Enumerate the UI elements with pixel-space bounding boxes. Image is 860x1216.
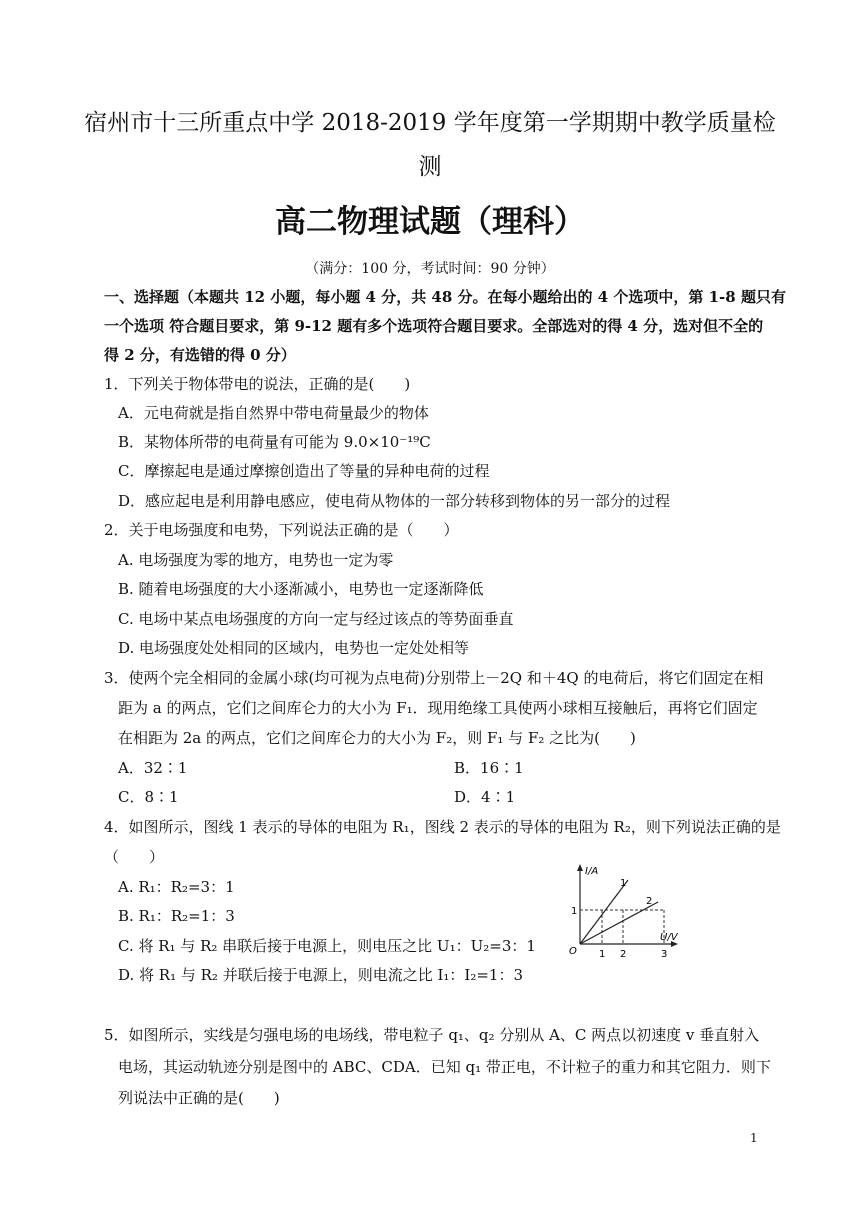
q5-stem-line3: 列说法中正确的是( ) <box>118 1089 280 1107</box>
q2-option-b: B. 随着电场强度的大小逐渐减小，电势也一定逐渐降低 <box>118 580 484 598</box>
q1-option-a: A．元电荷就是指自然界中带电荷量最少的物体 <box>118 404 429 422</box>
q4-stem-line1: 4．如图所示，图线 1 表示的导体的电阻为 R₁，图线 2 表示的导体的电阻为 R₂，则下列说法正确的是 <box>104 818 781 836</box>
q1-option-d: D．感应起电是利用静电感应，使电荷从物体的一部分转移到物体的另一部分的过程 <box>118 492 671 510</box>
q4-option-d: D. 将 R₁ 与 R₂ 并联后接于电源上，则电流之比 I₁：I₂=1：3 <box>118 966 524 984</box>
q5-stem-line2: 电场，其运动轨迹分别是图中的 ABC、CDA．已知 q₁ 带正电，不计粒子的重力和其它阻力．则下 <box>118 1058 771 1076</box>
graph-x-axis-label: U/V <box>660 932 678 943</box>
q5-stem-line1: 5．如图所示，实线是匀强电场的电场线，带电粒子 q₁、q₂ 分别从 A、C 两点以初速度 v 垂直射入 <box>104 1026 760 1044</box>
q3-option-c: C．8∶1 <box>118 788 179 806</box>
q3-option-a: A．32∶1 <box>118 759 188 777</box>
q3-option-d: D．4∶1 <box>454 788 516 806</box>
q1-option-b: B．某物体所带的电荷量有可能为 9.0×10⁻¹⁹C <box>118 433 431 451</box>
exam-subtitle: （满分：100 分，考试时间：90 分钟） <box>305 261 555 277</box>
q2-option-a: A. 电场强度为零的地方，电势也一定为零 <box>118 551 394 569</box>
q2-stem: 2．关于电场强度和电势，下列说法正确的是（ ） <box>104 521 459 539</box>
graph-y-axis-label: I/A <box>585 866 599 877</box>
graph-x-tick-2: 2 <box>620 949 627 958</box>
q2-option-c: C. 电场中某点电场强度的方向一定与经过该点的等势面垂直 <box>118 610 514 628</box>
q4-option-a: A. R₁：R₂=3：1 <box>118 878 235 896</box>
exam-header-line1: 宿州市十三所重点中学 2018-2019 学年度第一学期期中教学质量检 <box>84 110 776 136</box>
q1-option-c: C．摩擦起电是通过摩擦创造出了等量的异种电荷的过程 <box>118 462 490 480</box>
iu-graph <box>568 862 684 958</box>
graph-origin-label: O <box>569 946 577 957</box>
q2-option-d: D. 电场强度处处相同的区域内，电势也一定处处相等 <box>118 639 470 657</box>
graph-y-tick: 1 <box>571 906 578 917</box>
q4-option-b: B. R₁：R₂=1：3 <box>118 907 235 925</box>
graph-x-tick-1: 1 <box>599 949 606 958</box>
q1-stem: 1．下列关于物体带电的说法，正确的是( ) <box>104 375 411 393</box>
graph-line-1-label: 1 <box>620 878 627 889</box>
graph-y-axis-arrow <box>577 864 583 871</box>
section-instruction-line3: 得 2 分，有选错的得 0 分） <box>104 346 296 364</box>
section-instruction-line1: 一、选择题（本题共 12 小题，每小题 4 分，共 48 分。在每小题给出的 4 个选项中，第 1-8 题只有 <box>104 288 786 306</box>
graph-line-1 <box>580 880 628 944</box>
exam-title: 高二物理试题（理科） <box>275 204 585 240</box>
q3-option-b: B．16∶1 <box>454 759 524 777</box>
q3-stem-line1: 3．使两个完全相同的金属小球(均可视为点电荷)分别带上－2Q 和＋4Q 的电荷后，将它们固定在相 <box>104 669 764 687</box>
exam-header-line2: 测 <box>418 154 442 180</box>
q4-option-c: C. 将 R₁ 与 R₂ 串联后接于电源上，则电压之比 U₁：U₂=3：1 <box>118 937 536 955</box>
graph-x-tick-3: 3 <box>661 949 668 958</box>
q3-stem-line2: 距为 a 的两点，它们之间库仑力的大小为 F₁．现用绝缘工具使两小球相互接触后，再将它们固定 <box>118 699 758 717</box>
q3-stem-line3: 在相距为 2a 的两点，它们之间库仑力的大小为 F₂，则 F₁ 与 F₂ 之比为( ) <box>118 729 636 747</box>
section-instruction-line2: 一个选项 符合题目要求，第 9-12 题有多个选项符合题目要求。全部选对的得 4 分，选对但不全的 <box>104 317 764 335</box>
graph-line-2-label: 2 <box>646 896 653 907</box>
page-number: 1 <box>750 1131 758 1145</box>
graph-line-2 <box>580 902 658 944</box>
q4-stem-line2: （ ） <box>104 848 165 866</box>
